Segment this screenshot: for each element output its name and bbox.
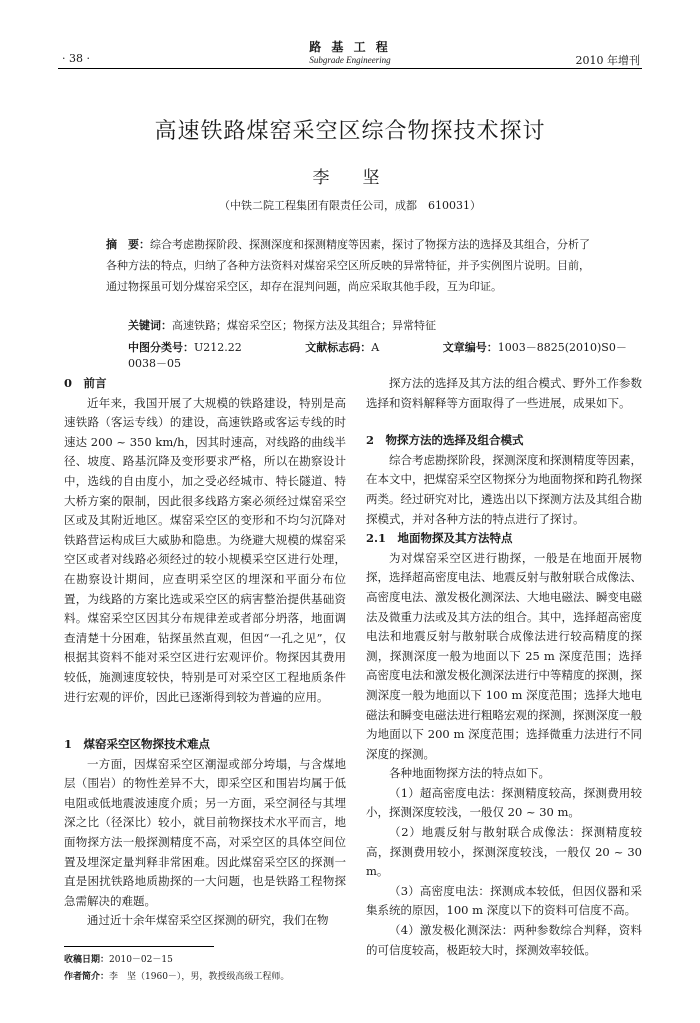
author-affiliation: （中铁二院工程集团有限责任公司，成都 610031） xyxy=(219,199,481,212)
section-heading-1: 1 煤窑采空区物探技术难点 xyxy=(64,737,211,752)
page-number: · 38 · xyxy=(62,52,90,65)
journal-name-cn: 路 基 工 程 xyxy=(309,40,391,54)
paragraph: 一方面，因煤窑采空区潮湿或部分垮塌，与含煤地层（围岩）的物性差异不大，即采空区和围岩均属于低电阻或低地震波速度介质；另一方面，采空洞径与其埋深之比（径深比）较小，就目前物探技术水平而言，地面物探方法一般探测精度不高，对采空区的具体空间位置及埋深定量判释非常困难。因此煤窑采空区的探测一直是困扰铁路地质勘探的一大问题，也是铁路工程物探急需解决的难题。 xyxy=(64,756,346,908)
doc-code-value: A xyxy=(371,341,380,354)
keywords xyxy=(128,317,600,333)
abstract-label: 摘 要： xyxy=(106,238,150,251)
list-item: （4）激发极化测深法：两种参数综合判释，资料的可信度较高，极距较大时，探测效率较低。 xyxy=(366,923,642,957)
author-bio-label: 作者简介： xyxy=(64,972,110,982)
subsection-heading-2-1: 2.1 地面物探及其方法特点 xyxy=(366,531,513,546)
abstract xyxy=(106,234,600,297)
section-heading-2: 2 物探方法的选择及组合模式 xyxy=(366,433,524,448)
author-bio-value: 李 坚（1960－），男，教授级高级工程师。 xyxy=(109,972,290,982)
section-heading-0: 0 前言 xyxy=(64,376,107,390)
footnote xyxy=(64,952,364,986)
header-rule xyxy=(58,68,642,69)
article-title: 高速铁路煤窑采空区综合物探技术探讨 xyxy=(154,119,546,144)
doc-code-label: 文献标志码： xyxy=(305,341,372,354)
journal-name-en: Subgrade Engineering xyxy=(309,55,391,65)
doc-code xyxy=(305,341,409,354)
paragraph: 通过近十余年煤窑采空区探测的研究，我们在物 xyxy=(87,913,329,928)
article-meta xyxy=(128,339,628,371)
article-number-value: 1003－8825(2010)S0－0038－05 xyxy=(128,341,627,370)
received-value: 2010－02－15 xyxy=(109,955,173,965)
paragraph: 综合考虑勘探阶段，探测深度和探测精度等因素，在本文中，把煤窑采空区物探分为地面物探和跨孔物探两类。经过研究对比，遴选出以下探测方法及其组合勘探模式，并对各种方法的特点进行了探讨。 xyxy=(366,452,642,526)
keywords-text: 高速铁路；煤窑采空区；物探方法及其组合；异常特征 xyxy=(172,319,436,332)
right-column xyxy=(366,374,642,960)
list-item: （2）地震反射与散射联合成像法：探测精度较高，探测费用较小，探测深度较浅，一般仅 20 ~ 30 m。 xyxy=(366,825,642,879)
list-item: （1）超高密度电法：探测精度较高，探测费用较小，探测深度较浅，一般仅 20 ~ 30 m。 xyxy=(366,785,642,820)
article-author: 李 坚 xyxy=(312,168,388,188)
paragraph: 为对煤窑采空区进行勘探，一般是在地面开展物探，选择超高密度电法、地震反射与散射联合成像法、高密度电法、激发极化测深法、大地电磁法、瞬变电磁法及微重力法或及其方法的组合。其中，选择超高密度电法和地震反射与散射联合成像法进行较高精度的探测，探测深度一般为地面以下 25 m 深度范围；选择高密度电法和激发极化测深法进行中等精度的探测，探测深度一般为地面以下 100 m 深度范围；选择大地电磁法和瞬变电磁法进行粗略宏观的探测，探测深度一般为地面以下 200 m 深度范围；选择微重力法进行不同深度的探测。 xyxy=(366,550,642,761)
list-item: （3）高密度电法：探测成本较低，但因仪器和采集系统的原因，100 m 深度以下的资料可信度不高。 xyxy=(366,883,642,918)
article-number-label: 文章编号： xyxy=(442,341,498,354)
keywords-label: 关键词： xyxy=(128,319,172,332)
paragraph: 各种地面物探方法的特点如下。 xyxy=(389,766,550,781)
clc-label: 中图分类号： xyxy=(128,341,194,354)
clc-value: U212.22 xyxy=(194,341,242,354)
journal-issue: 2010 年增刊 xyxy=(575,54,640,67)
clc-number xyxy=(128,341,272,354)
footnote-rule xyxy=(64,946,214,947)
paragraph: 探方法的选择及其方法的组合模式、野外工作参数选择和资料解释等方面取得了一些进展，成果如下。 xyxy=(366,376,642,410)
abstract-text: 综合考虑勘探阶段、探测深度和探测精度等因素，探讨了物探方法的选择及其组合，分析了各种方法的特点，归纳了各种方法资料对煤窑采空区所反映的异常特征，并予实例图片说明。目前，通过物探虽可划分煤窑采空区，却存在混判问题，尚应采取其他手段，互为印证。 xyxy=(106,238,590,293)
author-bio xyxy=(64,969,364,986)
paragraph: 近年来，我国开展了大规模的铁路建设，特别是高速铁路（客运专线）的建设，高速铁路或客运专线的时速达 200 ~ 350 km/h，因其时速高，对线路的曲线半径、坡度、路基沉降及变形要求严格，所以在勘察设计中，选线的自由度小，加之受必经城市、特长隧道、特大桥方案的限制，因此很多线路方案必须经过煤窑采空区或及其附近地区。煤窑采空区的变形和不均匀沉降对铁路营运构成巨大威胁和隐患。为绕避大规模的煤窑采空区或者对线路必须经过的较小规模采空区进行处理，在勘察设计期间，应查明采空区的埋深和平面分布位置，为线路的方案比选或采空区的病害整治提供基础资料。煤窑采空区因其分布规律差或者部分坍落，地面调查清楚十分困难，钻探虽然直观，但因“一孔之见”，仅根据其资料不能对采空区进行宏观评价。物探因其费用较低，施测速度较快，特别是可对采空区工程地质条件进行宏观的评价，因此已逐渐得到较为普遍的应用。 xyxy=(64,395,346,704)
left-column xyxy=(64,374,346,931)
received-label: 收稿日期： xyxy=(64,955,110,965)
received-date xyxy=(64,952,364,969)
